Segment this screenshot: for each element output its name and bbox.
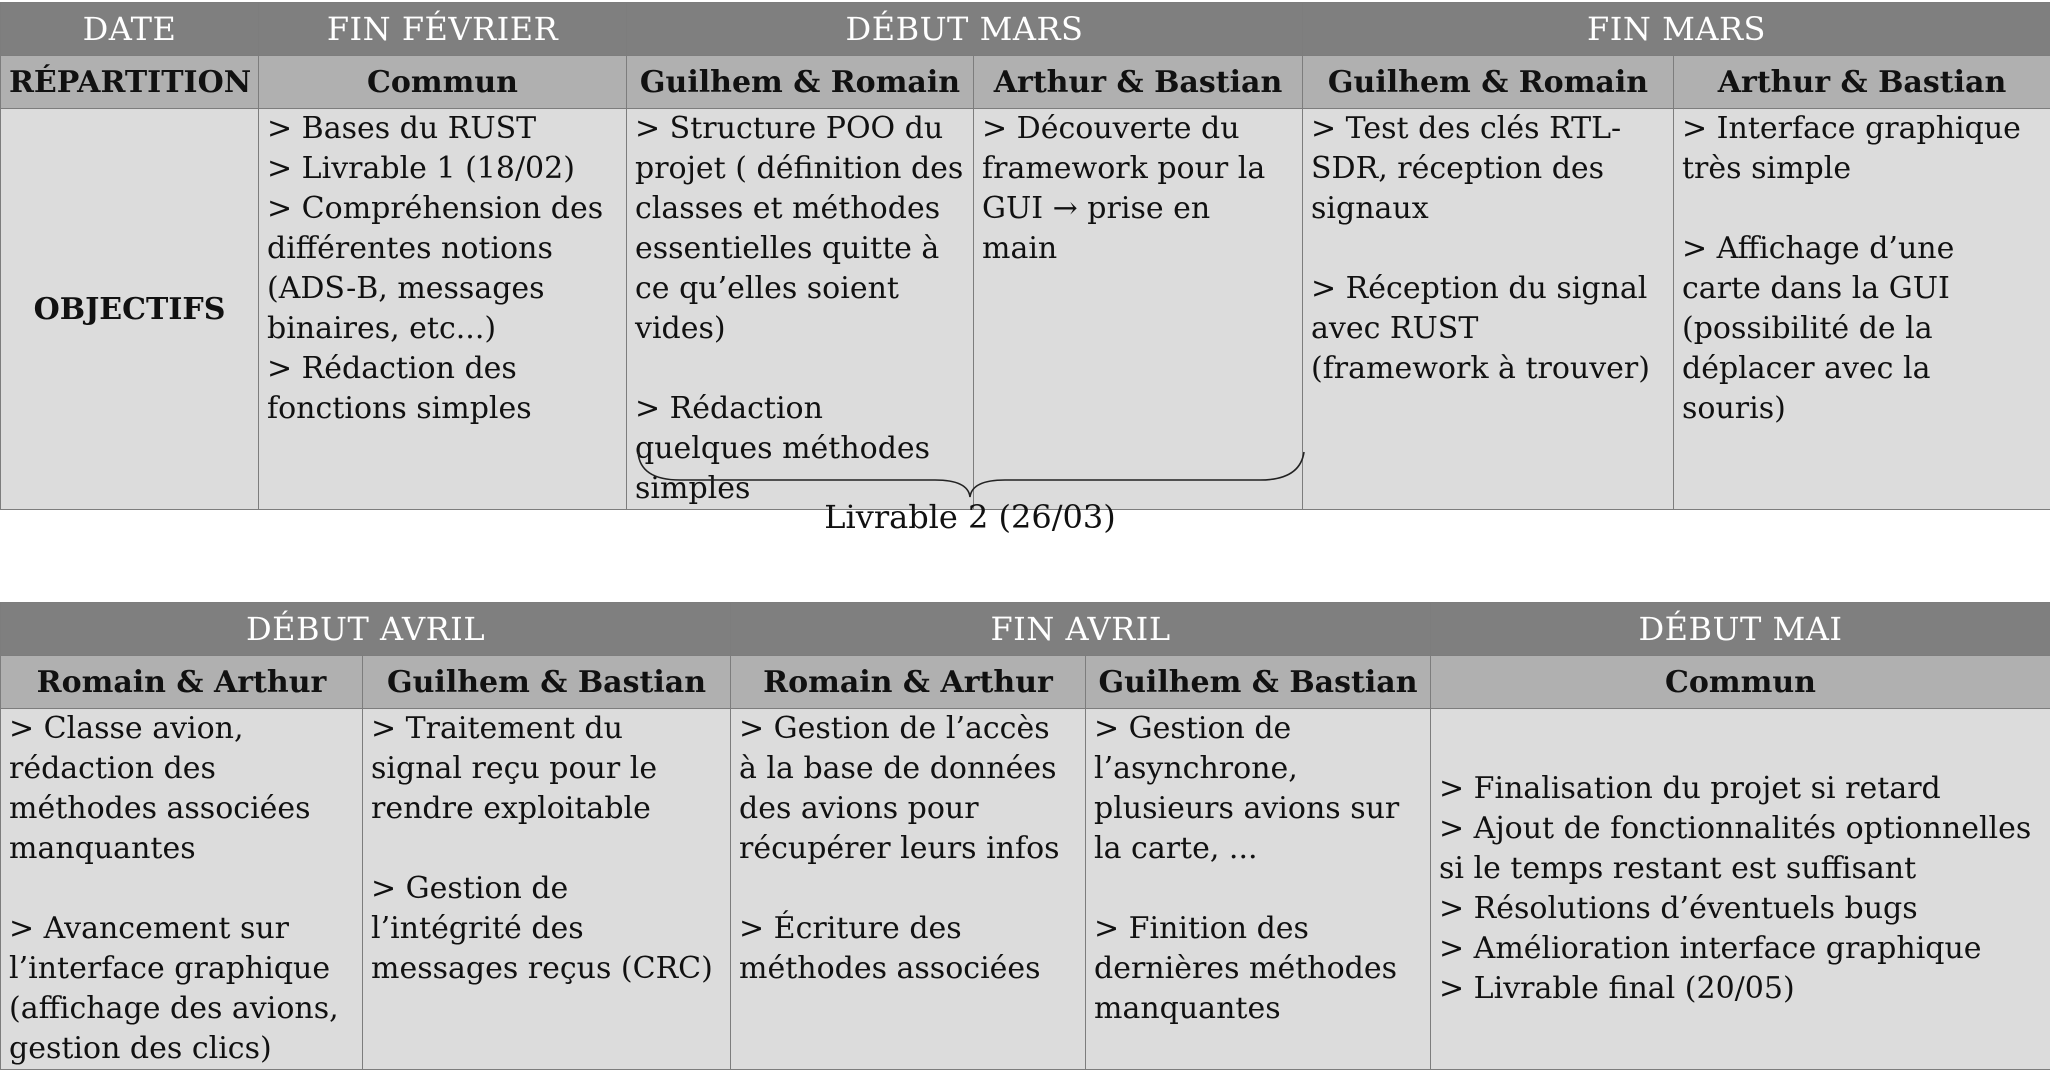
team-cell: Arthur & Bastian: [974, 56, 1303, 109]
team-cell: Commun: [259, 56, 627, 109]
objectifs-header: OBJECTIFS: [1, 109, 259, 510]
objective-line: > Finalisation du projet si retard: [1439, 769, 2042, 809]
team-cell: Romain & Arthur: [731, 656, 1086, 709]
repartition-header: RÉPARTITION: [1, 56, 259, 109]
objective-line: > Compréhension des différentes notions (ADS-B, messages binaires, etc...): [267, 189, 618, 349]
team-cell: Commun: [1431, 656, 2050, 709]
objective-line: > Gestion de l’asynchrone, plusieurs avions sur la carte, ...: [1094, 709, 1422, 869]
team-cell: Romain & Arthur: [1, 656, 363, 709]
period-header: DÉBUT MARS: [627, 3, 1303, 56]
objective-line: > Finition des dernières méthodes manquantes: [1094, 909, 1422, 1029]
date-header: DATE: [1, 3, 259, 56]
period-header: FIN AVRIL: [731, 603, 1431, 656]
objective-line: > Découverte du framework pour la GUI → prise en main: [982, 109, 1294, 269]
objective-cell: [1086, 709, 1431, 1070]
objective-line: > Gestion de l’intégrité des messages reçus (CRC): [371, 869, 722, 989]
objective-line: > Avancement sur l’interface graphique (affichage des avions, gestion des clics): [9, 909, 354, 1069]
objective-line: > Amélioration interface graphique: [1439, 929, 2042, 969]
period-header: DÉBUT AVRIL: [1, 603, 731, 656]
period-header: FIN MARS: [1303, 3, 2050, 56]
period-header: DÉBUT MAI: [1431, 603, 2050, 656]
objective-line: > Résolutions d’éventuels bugs: [1439, 889, 2042, 929]
objective-line: > Gestion de l’accès à la base de données des avions pour récupérer leurs infos: [739, 709, 1077, 869]
objective-spacer: [739, 869, 1077, 909]
objective-line: > Interface graphique très simple: [1682, 109, 2042, 189]
objective-line: > Réception du signal avec RUST (framework à trouver): [1311, 269, 1665, 389]
brace-icon: [638, 452, 1304, 497]
team-cell: Guilhem & Romain: [627, 56, 974, 109]
objective-spacer: [1094, 869, 1422, 909]
deliverable-label: Livrable 2 (26/03): [640, 498, 1300, 536]
objective-spacer: [9, 869, 354, 909]
period-row: [1, 603, 2050, 656]
team-cell: Guilhem & Romain: [1303, 56, 1674, 109]
objective-line: > Rédaction des fonctions simples: [267, 349, 618, 429]
objective-line: > Ajout de fonctionnalités optionnelles si le temps restant est suffisant: [1439, 809, 2042, 889]
objective-spacer: [371, 829, 722, 869]
objective-line: > Traitement du signal reçu pour le rendre exploitable: [371, 709, 722, 829]
objective-line: > Affichage d’une carte dans la GUI (possibilité de la déplacer avec la souris): [1682, 229, 2042, 429]
objective-line: > Test des clés RTL-SDR, réception des signaux: [1311, 109, 1665, 229]
objective-cell: [1, 709, 363, 1070]
objective-cell: [363, 709, 731, 1070]
objective-line: > Livrable 1 (18/02): [267, 149, 618, 189]
planning-table-bottom: [0, 602, 2050, 1070]
objective-line: > Écriture des méthodes associées: [739, 909, 1077, 989]
objective-line: > Livrable final (20/05): [1439, 969, 2042, 1009]
period-header: FIN FÉVRIER: [259, 3, 627, 56]
objective-cell: [1431, 709, 2050, 1070]
repartition-row: [1, 656, 2050, 709]
objective-line: > Classe avion, rédaction des méthodes associées manquantes: [9, 709, 354, 869]
team-cell: Guilhem & Bastian: [363, 656, 731, 709]
objective-line: > Structure POO du projet ( définition des classes et méthodes essentielles quitte à ce qu’elles soient vides): [635, 109, 965, 349]
objective-cell: [731, 709, 1086, 1070]
team-cell: Arthur & Bastian: [1674, 56, 2050, 109]
objectifs-row: [1, 709, 2050, 1070]
team-cell: Guilhem & Bastian: [1086, 656, 1431, 709]
objective-line: > Rédaction quelques méthodes simples: [635, 389, 965, 509]
objective-line: > Bases du RUST: [267, 109, 618, 149]
